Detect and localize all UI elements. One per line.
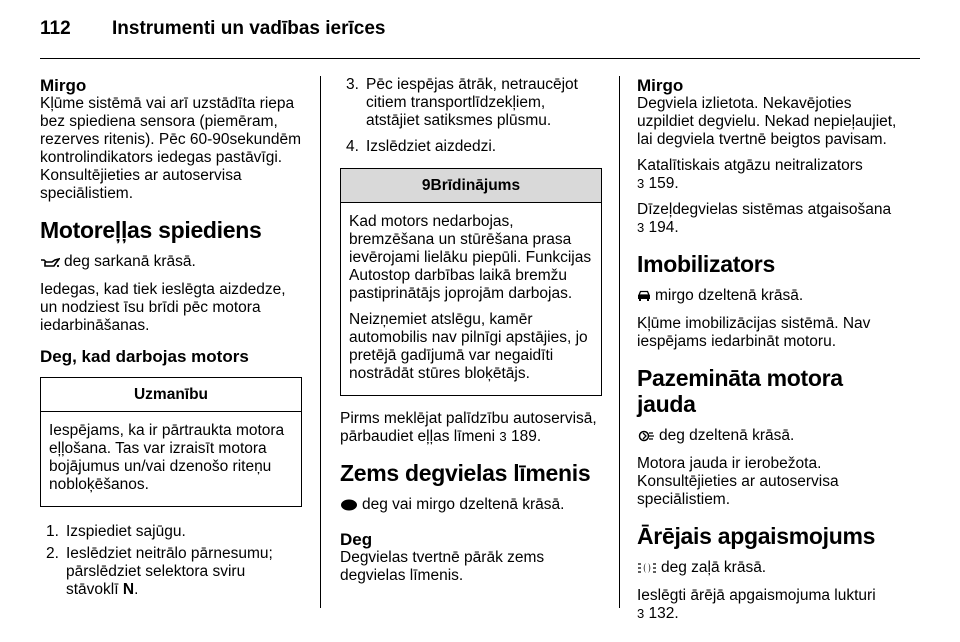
caution-text: Iespējams, ka ir pārtraukta motora eļļošana. Tas var izraisīt motora bojājumus un/vai dzenošo riteņu nobloķēšanos. xyxy=(49,422,285,493)
diesel-ref: 194. xyxy=(648,219,679,236)
page-number: 112 xyxy=(40,18,71,39)
steps-list-2 xyxy=(340,76,602,156)
xref-icon: 3 xyxy=(637,220,645,235)
mirgo-heading: Mirgo xyxy=(40,76,87,95)
column-3 xyxy=(637,76,905,631)
gear-n: N xyxy=(122,581,135,598)
headlight-icon xyxy=(637,561,657,579)
list-item: 1. Izspiediet sajūgu. xyxy=(46,523,186,540)
fuel-drop-icon xyxy=(340,498,358,516)
light-ref: 132. xyxy=(648,605,679,622)
list-item: 3. Pēc iespējas ātrāk, netraucējot citiem transportlīdzekļiem, atstājiet satiksmes plūsmu. xyxy=(346,76,578,129)
after-text: Pirms meklējat palīdzību autoservisā, pārbaudiet eļļas līmeni 3 189. xyxy=(340,410,597,445)
low-fuel-heading: Zems degvielas līmenis xyxy=(340,460,591,486)
oil-lamp-line xyxy=(40,253,302,273)
page-title: Instrumenti un vadības ierīces xyxy=(112,18,386,39)
diesel-ref-line: Dīzeļdegvielas sistēmas atgaisošana 3 194. xyxy=(637,201,892,236)
light-lamp-line xyxy=(637,559,905,579)
caution-box xyxy=(40,377,302,507)
immo-text: Kļūme imobilizācijas sistēmā. Nav iespējams iedarbināt motoru. xyxy=(637,315,871,350)
car-lock-icon xyxy=(637,289,651,307)
oil-text: Iedegas, kad tiek ieslēgta aizdedze, un nodziest īsu brīdi pēc motora iedarbināšanas. xyxy=(40,281,286,334)
deg-heading: Deg xyxy=(340,530,373,549)
column-1 xyxy=(40,76,302,603)
warning-box xyxy=(340,168,602,396)
immo-lamp-line xyxy=(637,287,905,307)
warning-title: Brīdinājums xyxy=(430,177,521,194)
warning-title-bar xyxy=(341,169,601,203)
column-2 xyxy=(340,76,602,593)
reduced-power-heading: Pazemināta motora jauda xyxy=(637,365,843,417)
immo-lamp-text: mirgo dzeltenā krāsā. xyxy=(655,287,804,304)
fuel-lamp-line xyxy=(340,496,602,516)
warning-text-1: Kad motors nedarbojas, bremzēšana un stūrēšana prasa ievērojami lielāku piepūli. Funkcijas Autostop darbības laikā bremžu pastiprinātājs joprojām darbojas. xyxy=(349,213,592,302)
oil-level-ref: 189. xyxy=(510,428,542,445)
deg-text: Degvielas tvertnē pārāk zems degvielas līmenis. xyxy=(340,549,545,584)
engine-power-icon xyxy=(637,429,655,447)
power-lamp-text: deg dzeltenā krāsā. xyxy=(659,427,795,444)
light-ref-line: Ieslēgti ārējā apgaismojuma lukturi 3 132. xyxy=(637,587,876,622)
oil-lamp-text: deg sarkanā krāsā. xyxy=(64,253,196,270)
steps-list-1 xyxy=(40,523,302,599)
light-lamp-text: deg zaļā krāsā. xyxy=(661,559,767,576)
xref-icon: 3 xyxy=(637,176,645,191)
mirgo-text: Kļūme sistēmā vai arī uzstādīta riepa bez spiediena sensora (piemēram, rezerves ritenis). Pēc 60-90sekundēm kontrolindikators iedegas pastāvīgi. Konsultējieties ar autoservisa speciālistiem. xyxy=(40,95,302,202)
fuel-lamp-text: deg vai mirgo dzeltenā krāsā. xyxy=(362,496,565,513)
mirgo-heading-2: Mirgo xyxy=(637,76,684,95)
warning-triangle-icon: 9 xyxy=(421,177,431,194)
immobilizer-heading: Imobilizators xyxy=(637,251,775,277)
power-lamp-line xyxy=(637,427,905,447)
exterior-lights-heading: Ārējais apgaismojums xyxy=(637,523,876,549)
page-header xyxy=(40,18,385,40)
running-heading: Deg, kad darbojas motors xyxy=(40,347,249,366)
caution-title: Uzmanību xyxy=(41,378,301,412)
header-rule xyxy=(40,58,920,59)
column-divider-1 xyxy=(320,76,321,608)
xref-icon: 3 xyxy=(499,429,507,444)
oil-can-icon xyxy=(40,255,60,273)
xref-icon: 3 xyxy=(637,606,645,621)
list-item: 4. Izslēdziet aizdedzi. xyxy=(346,138,497,155)
warning-text-2: Neizņemiet atslēgu, kamēr automobilis nav pilnīgi apstājies, jo pretējā gadījumā var negaidīti nostrādāt stūres bloķētājs. xyxy=(349,311,588,382)
mirgo-text-2: Degviela izlietota. Nekavējoties uzpildiet degvielu. Nekad nepieļaujiet, lai degviela tvertnē beigtos pavisam. xyxy=(637,95,897,148)
list-item: 2. Ieslēdziet neitrālo pārnesumu; pārslēdziet selektora sviru stāvoklī N. xyxy=(46,545,273,598)
power-text: Motora jauda ir ierobežota. Konsultējieties ar autoservisa speciālistiem. xyxy=(637,455,839,508)
column-divider-2 xyxy=(619,76,620,608)
oil-pressure-heading: Motoreļļas spiediens xyxy=(40,217,262,243)
catalytic-ref-line: Katalītiskais atgāzu neitralizators 3 159. xyxy=(637,157,863,192)
catalytic-ref: 159. xyxy=(648,175,679,192)
